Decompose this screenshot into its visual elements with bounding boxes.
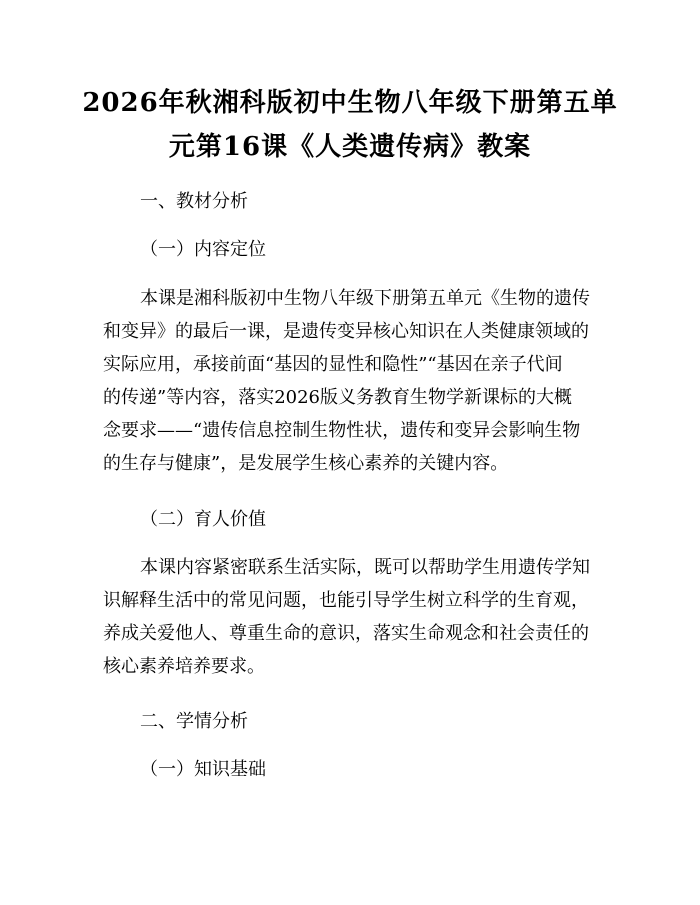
paragraph-line: 本课内容紧密联系生活实际，既可以帮助学生用遗传学知 bbox=[140, 557, 590, 578]
subsection-heading-educational-value: （二）育人价值 bbox=[140, 509, 266, 530]
section-heading-textbook-analysis: 一、教材分析 bbox=[140, 191, 248, 212]
paragraph-line: 核心素养培养要求。 bbox=[103, 656, 265, 677]
paragraph-line: 念要求——“遗传信息控制生物性状，遗传和变异会影响生物 bbox=[103, 420, 581, 441]
paragraph-line: 的传递”等内容，落实2026版义务教育生物学新课标的大概 bbox=[103, 387, 573, 408]
paragraph-line: 识解释生活中的常见问题，也能引导学生树立科学的生育观， bbox=[103, 590, 589, 611]
paragraph-line: 养成关爱他人、尊重生命的意识，落实生命观念和社会责任的 bbox=[103, 623, 589, 644]
subsection-heading-knowledge-foundation: （一）知识基础 bbox=[140, 759, 266, 780]
subsection-heading-content-positioning: （一）内容定位 bbox=[140, 239, 266, 260]
document-title-line-1: 2026年秋湘科版初中生物八年级下册第五单 bbox=[82, 88, 618, 118]
section-heading-learner-analysis: 二、学情分析 bbox=[140, 711, 248, 732]
paragraph-line: 本课是湘科版初中生物八年级下册第五单元《生物的遗传 bbox=[140, 288, 590, 309]
document-title-line-2: 元第16课《人类遗传病》教案 bbox=[168, 132, 532, 162]
paragraph-line: 的生存与健康”，是发展学生核心素养的关键内容。 bbox=[103, 453, 509, 474]
paragraph-line: 和变异》的最后一课，是遗传变异核心知识在人类健康领域的 bbox=[103, 321, 589, 342]
paragraph-line: 实际应用，承接前面“基因的显性和隐性”“基因在亲子代间 bbox=[103, 354, 563, 375]
